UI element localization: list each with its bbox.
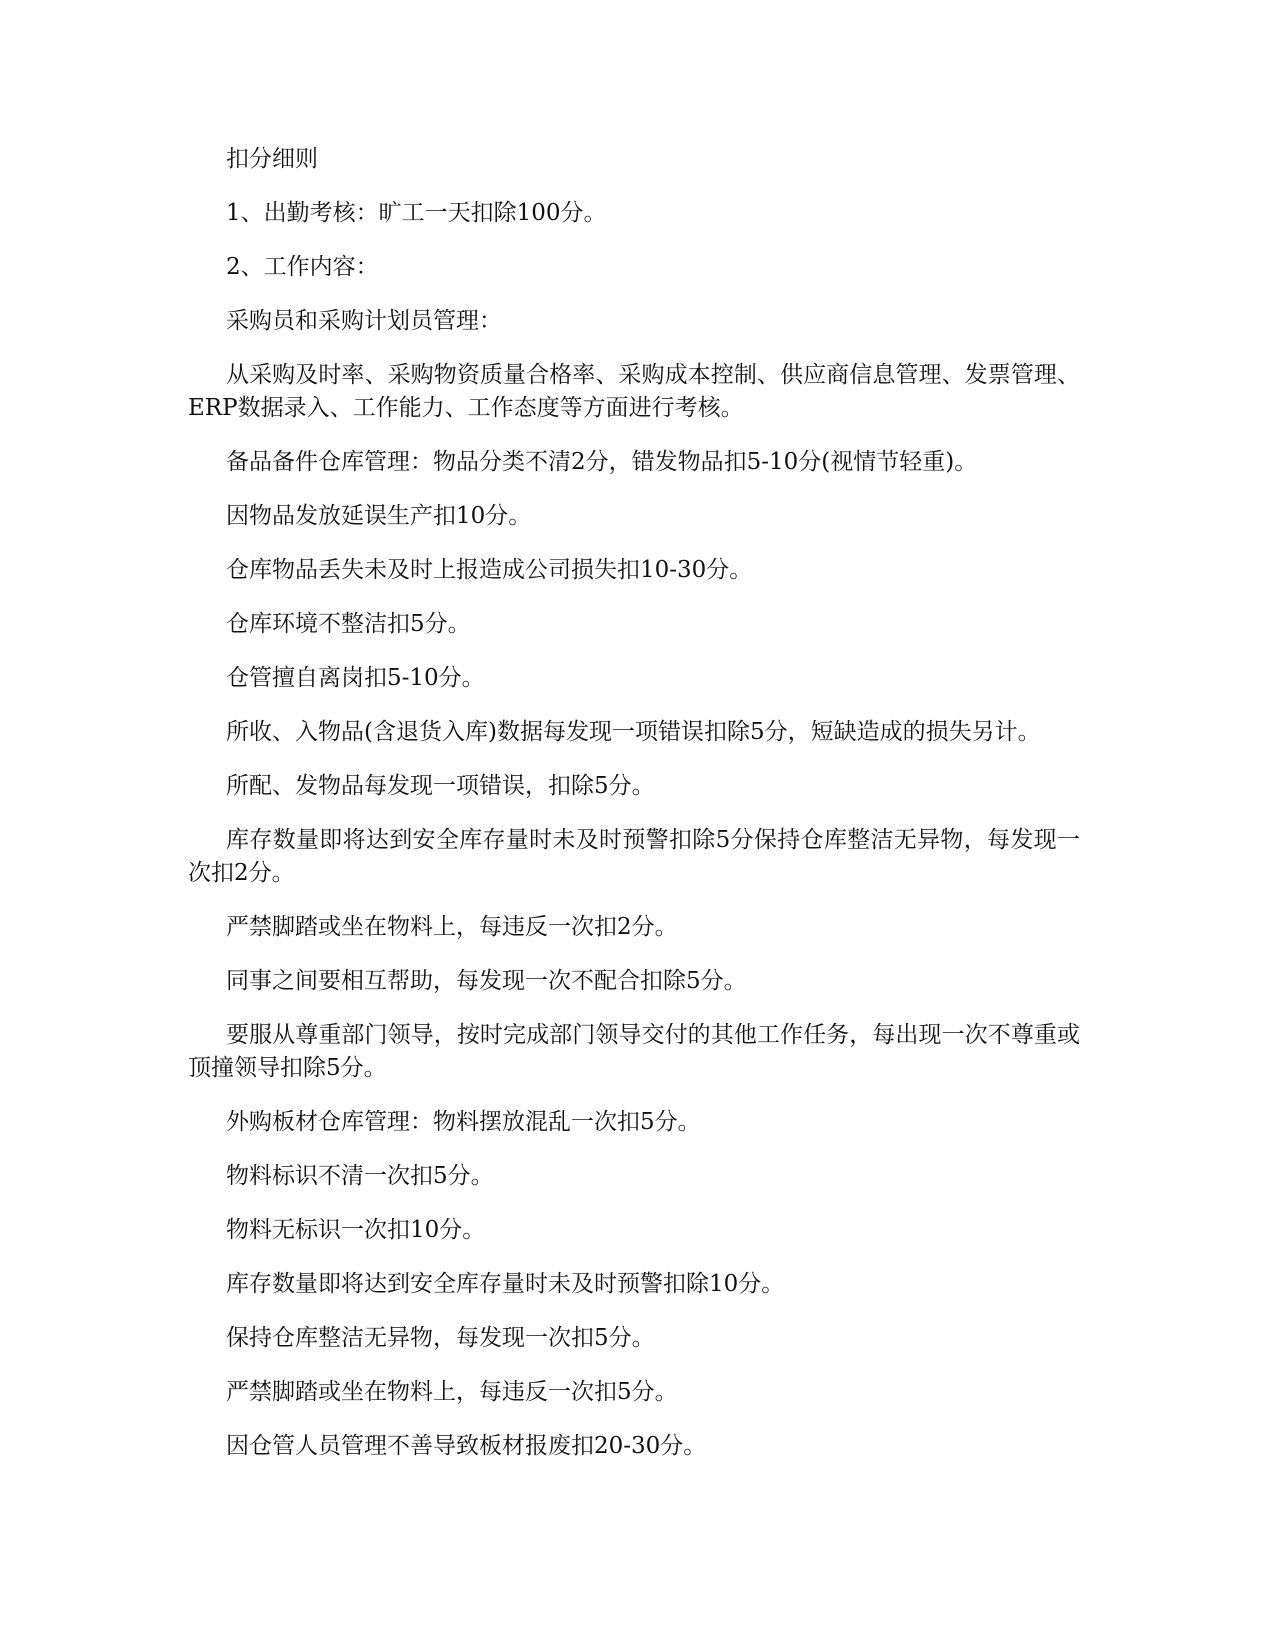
paragraph-environment: 仓库环境不整洁扣5分。 — [226, 611, 471, 637]
paragraph-spare-parts-warehouse: 备品备件仓库管理：物品分类不清2分，错发物品扣5-10分(视情节轻重)。 — [226, 449, 978, 475]
paragraph-no-stepping: 严禁脚踏或坐在物料上，每违反一次扣2分。 — [226, 914, 678, 940]
paragraph-attendance: 1、出勤考核：旷工一天扣除100分。 — [226, 200, 607, 226]
document-body — [188, 143, 1080, 1484]
paragraph-dispatch-errors: 所配、发物品每发现一项错误，扣除5分。 — [226, 773, 655, 799]
paragraph-no-label: 物料无标识一次扣10分。 — [226, 1217, 486, 1243]
paragraph-stock-warning-board: 库存数量即将达到安全库存量时未及时预警扣除10分。 — [226, 1271, 785, 1297]
paragraph-scrap: 因仓管人员管理不善导致板材报废扣20-30分。 — [226, 1433, 707, 1459]
paragraph-absence: 仓管擅自离岗扣5-10分。 — [226, 665, 485, 691]
paragraph-loss: 仓库物品丢失未及时上报造成公司损失扣10-30分。 — [226, 557, 753, 583]
paragraph-no-stepping-board: 严禁脚踏或坐在物料上，每违反一次扣5分。 — [226, 1379, 678, 1405]
paragraph-stock-warning: 库存数量即将达到安全库存量时未及时预警扣除5分保持仓库整洁无异物，每发现一次扣2分。 — [188, 827, 1080, 886]
paragraph-board-warehouse: 外购板材仓库管理：物料摆放混乱一次扣5分。 — [226, 1109, 701, 1135]
paragraph-cleanliness: 保持仓库整洁无异物，每发现一次扣5分。 — [226, 1325, 655, 1351]
paragraph-cooperation: 同事之间要相互帮助，每发现一次不配合扣除5分。 — [226, 968, 747, 994]
paragraph-unclear-label: 物料标识不清一次扣5分。 — [226, 1163, 494, 1189]
paragraph-purchaser-assessment: 从采购及时率、采购物资质量合格率、采购成本控制、供应商信息管理、发票管理、ERP数据录入、工作能力、工作态度等方面进行考核。 — [188, 362, 1080, 421]
paragraph-respect: 要服从尊重部门领导，按时完成部门领导交付的其他工作任务，每出现一次不尊重或顶撞领导扣除5分。 — [188, 1022, 1080, 1081]
section-title: 扣分细则 — [226, 146, 318, 172]
paragraph-delay: 因物品发放延误生产扣10分。 — [226, 503, 532, 529]
paragraph-receiving-errors: 所收、入物品(含退货入库)数据每发现一项错误扣除5分，短缺造成的损失另计。 — [226, 719, 1041, 745]
paragraph-work-content: 2、工作内容： — [226, 254, 379, 280]
paragraph-purchaser-heading: 采购员和采购计划员管理： — [226, 308, 502, 334]
